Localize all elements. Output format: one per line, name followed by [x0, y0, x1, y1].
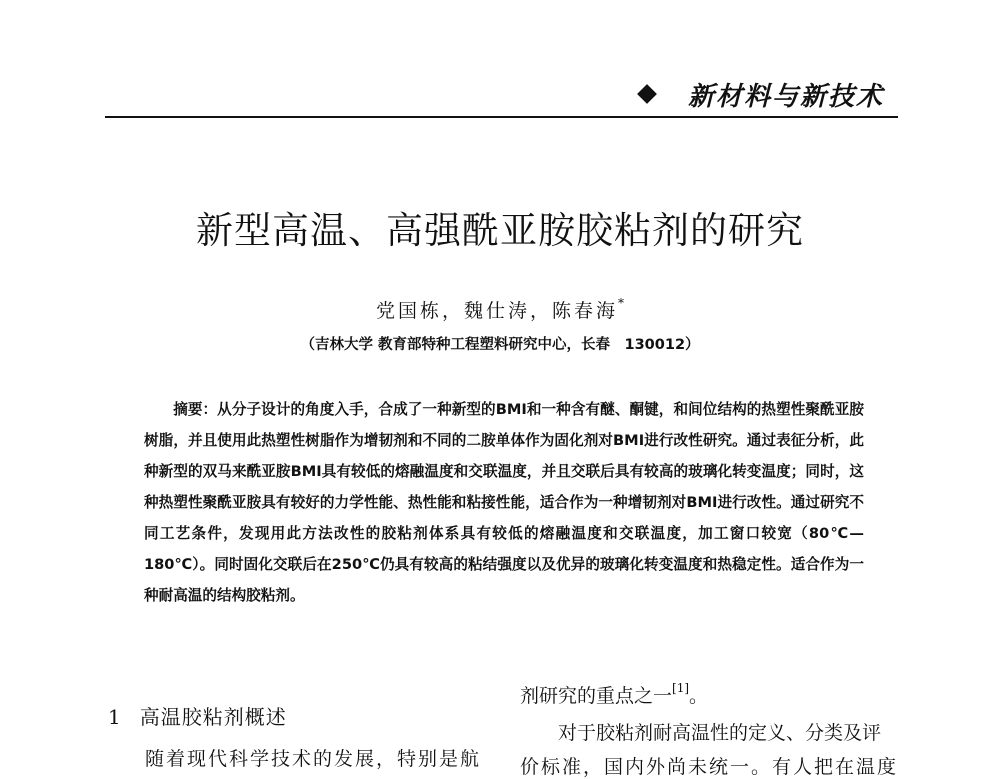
journal-section-name: 新材料与新技术 [688, 81, 885, 112]
right-column-line-1 [520, 681, 708, 708]
abstract-label: 摘要： [173, 401, 218, 418]
section-number: 1 [108, 705, 122, 729]
running-header [640, 78, 940, 110]
right-line-1-text: 剂研究的重点之一 [520, 685, 673, 707]
author-affiliation: （吉林大学 教育部特种工程塑料研究中心，长春 130012） [300, 337, 700, 353]
right-column-line-3: 价标准，国内外尚未统一。有人把在温度 [520, 756, 899, 778]
section-heading [108, 701, 287, 730]
author-names: 党国栋，魏仕涛，陈春海 [375, 300, 618, 322]
left-column-text: 随着现代科学技术的发展，特别是航 [145, 748, 482, 770]
section-title: 高温胶粘剂概述 [139, 705, 287, 729]
citation-ref: [1] [672, 681, 690, 695]
right-line-1-end: 。 [689, 685, 709, 707]
abstract [144, 394, 864, 611]
paper-title: 新型高温、高强酰亚胺胶粘剂的研究 [196, 209, 804, 252]
corresponding-author-mark: * [618, 296, 624, 310]
header-rule [105, 116, 898, 118]
right-column-line-2: 对于胶粘剂耐高温性的定义、分类及评 [558, 722, 882, 744]
author-list [0, 296, 1000, 323]
abstract-text: 从分子设计的角度入手，合成了一种新型的BMI和一种含有醚、酮键，和间位结构的热塑性聚酰亚胺树脂，并且使用此热塑性树脂作为增韧剂和不同的二胺单体作为固化剂对BMI进行改性研究。通过表征分析，此种新型的双马来酰亚胺BMI具有较低的熔融温度和交联温度，并且交联后具有较高的玻璃化转变温度；同时，这种热塑性聚酰亚胺具有较好的力学性能、热性能和粘接性能，适合作为一种增韧剂对BMI进行改性。通过研究不同工艺条件，发现用此方法改性的胶粘剂体系具有较低的熔融温度和交联温度，加工窗口较宽（80℃—180℃）。同时固化交联后在250℃仍具有较高的粘结强度以及优异的玻璃化转变温度和热稳定性。适合作为一种耐高温的结构胶粘剂。 [144, 401, 864, 604]
diamond-bullet-icon [637, 84, 657, 104]
